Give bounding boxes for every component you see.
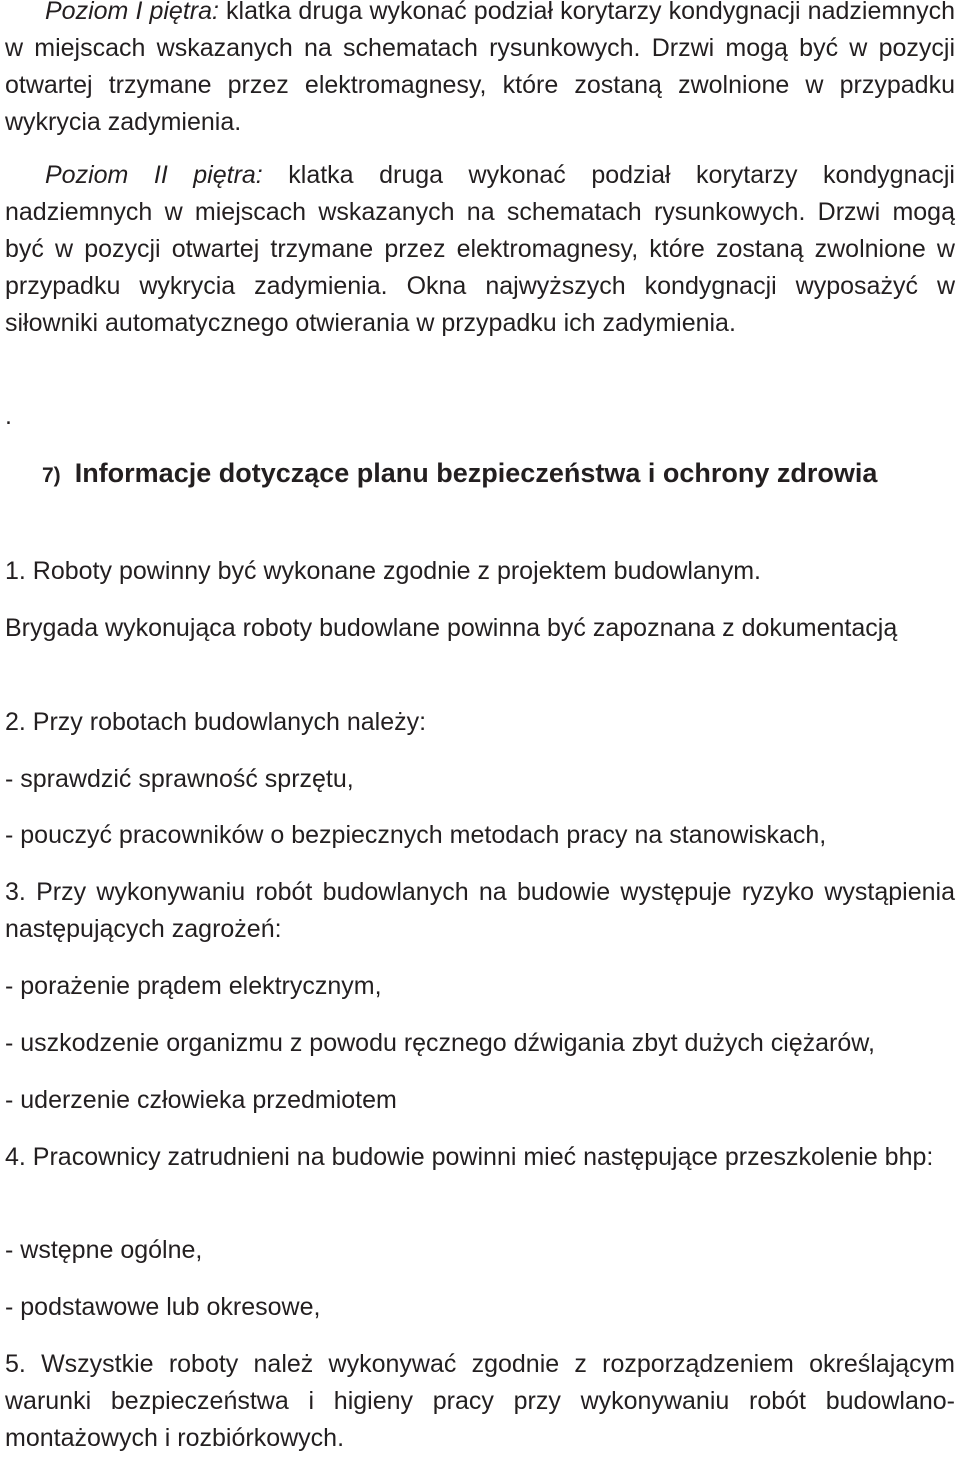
item-1: 1. Roboty powinny być wykonane zgodnie z projektem budowlanym. [5,557,761,585]
stray-dot: . [5,402,12,430]
paragraph-floor-1-lead: Poziom I piętra: [45,0,219,25]
item-2: 2. Przy robotach budowlanych należy: [5,708,427,736]
paragraph-floor-1 [5,0,955,141]
item-3-bullet-2: - uszkodzenie organizmu z powodu ręcznego dźwigania zbyt dużych ciężarów, [5,1029,875,1057]
paragraph-floor-2 [5,157,955,342]
item-4: 4. Pracownicy zatrudnieni na budowie powinni mieć następujące przeszkolenie bhp: [5,1143,934,1171]
item-3-bullet-1: - porażenie prądem elektrycznym, [5,972,382,1000]
paragraph-floor-1-text: klatka druga wykonać podział korytarzy kondygnacji nadziemnych w miejscach wskazanych na schematach rysunkowych. Drzwi mogą być w pozycji otwartej trzymane przez elektromagnesy, które zostaną zwolnione w przypadku wykrycia zadymienia. [5,0,955,136]
item-4-bullet-1: - wstępne ogólne, [5,1236,203,1264]
item-2-bullet-1: - sprawdzić sprawność sprzętu, [5,765,354,793]
section-heading [42,453,952,496]
item-5: 5. Wszystkie roboty należ wykonywać zgodnie z rozporządzeniem określającym warunki bezpieczeństwa i higieny pracy przy wykonywaniu robót budowlano-montażowych i rozbiórkowych. [5,1350,955,1452]
section-number: 7) [42,464,61,487]
item-4-bullet-2: - podstawowe lub okresowe, [5,1293,321,1321]
item-3-bullet-3: - uderzenie człowieka przedmiotem [5,1086,397,1114]
item-brygada: Brygada wykonująca roboty budowlane powinna być zapoznana z dokumentacją [5,614,898,642]
paragraph-floor-2-text: klatka druga wykonać podział korytarzy kondygnacji nadziemnych w miejscach wskazanych na schematach rysunkowych. Drzwi mogą być w pozycji otwartej trzymane przez elektromagnesy, które zostaną zwolnione w przypadku wykrycia zadymienia. Okna najwyższych kondygnacji wyposażyć w siłowniki automatycznego otwierania w przypadku ich zadymienia. [5,161,955,337]
section-title: Informacje dotyczące planu bezpieczeństwa i ochrony zdrowia [74,458,878,488]
item-2-bullet-2: - pouczyć pracowników o bezpiecznych metodach pracy na stanowiskach, [5,821,827,849]
item-3: 3. Przy wykonywaniu robót budowlanych na budowie występuje ryzyko wystąpienia następujących zagrożeń: [5,878,955,943]
paragraph-floor-2-lead: Poziom II piętra: [45,161,263,189]
